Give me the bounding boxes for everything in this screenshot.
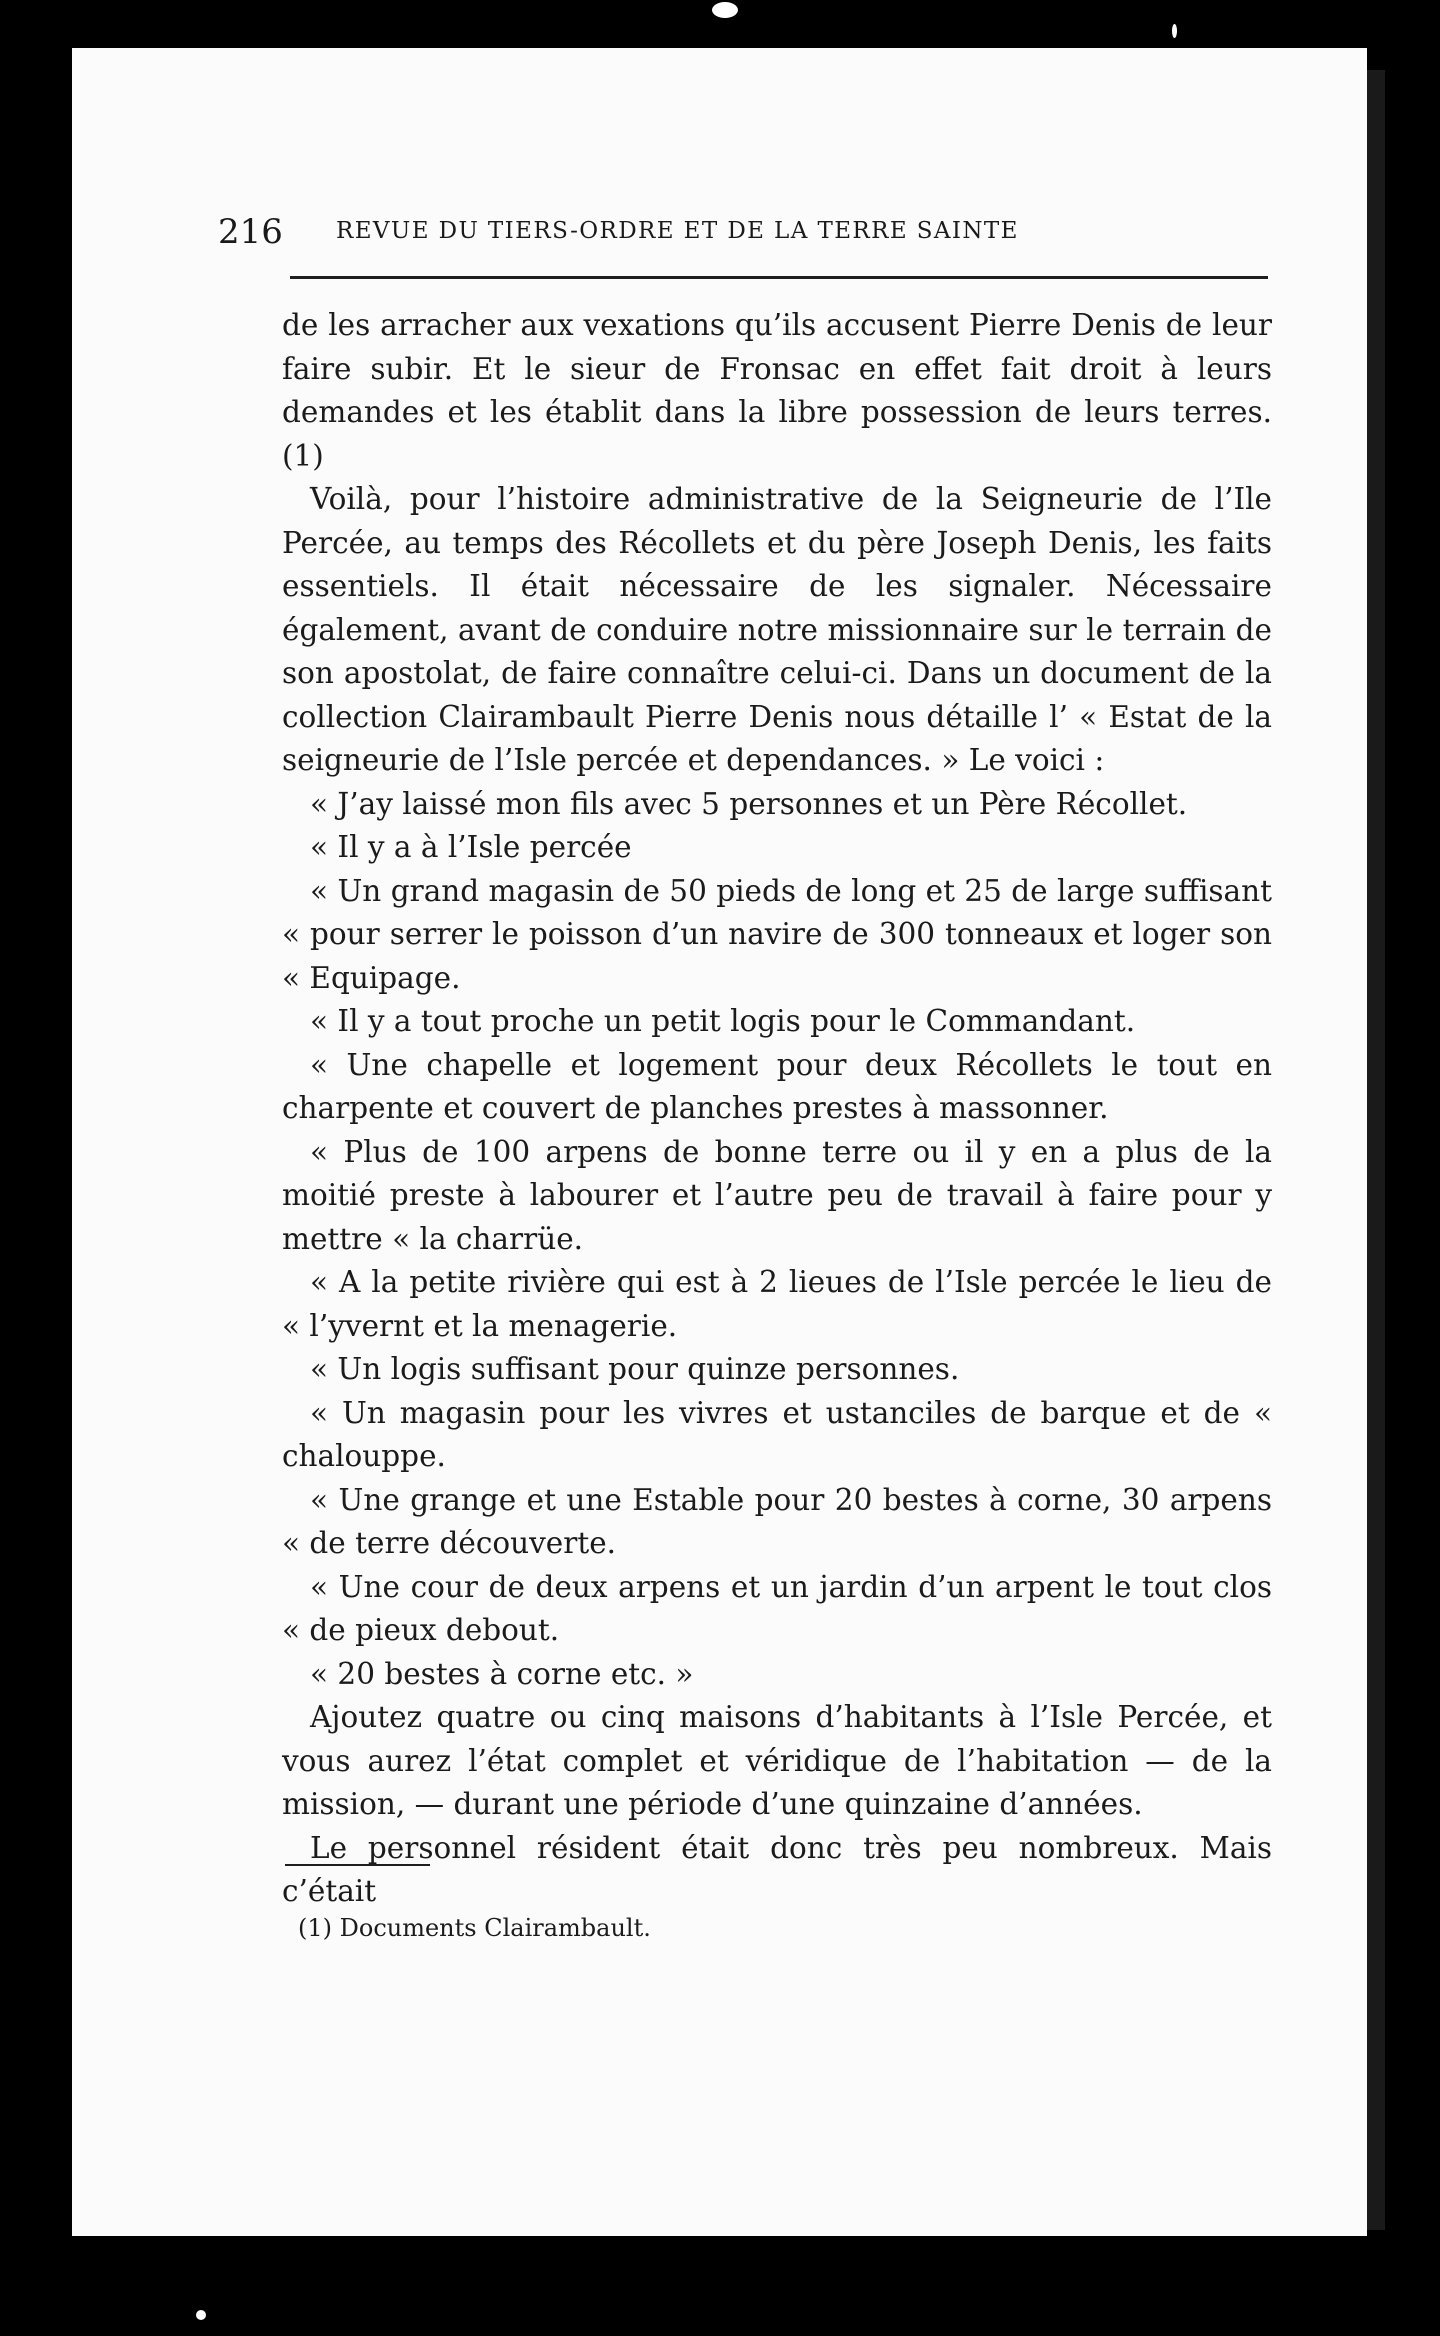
quote-line: « Il y a tout proche un petit logis pour le Commandant. [310,1004,1136,1038]
scan-speck [712,2,738,18]
quote-paragraph: « Une cour de deux arpens et un jardin d’un arpent le tout clos « de pieux debout. [282,1569,1272,1647]
paragraph: Le personnel résident était donc très peu nombreux. Mais c’était [282,1830,1272,1908]
quote-paragraph: « Une chapelle et logement pour deux Récollets le tout en charpente et couvert de planches prestes à massonner. [282,1047,1272,1125]
quote-line: « Il y a à l’Isle percée [310,830,632,864]
quote-paragraph: « Plus de 100 arpens de bonne terre ou il y en a plus de la moitié preste à labourer et l’autre peu de travail à faire pour y mettre « la charrüe. [282,1134,1272,1256]
quote-line: « Un logis suffisant pour quinze personnes. [310,1352,960,1386]
body-text [282,304,1272,1914]
quote-line: « 20 bestes à corne etc. » [310,1656,694,1691]
scan-speck [196,2310,206,2320]
header-rule [290,276,1268,279]
paragraph: Voilà, pour l’histoire administrative de la Seigneurie de l’Ile Percée, au temps des Récollets et du père Joseph Denis, les faits essentiels. Il était nécessaire de les signaler. Nécessaire également, avant de conduire notre missionnaire sur le terrain de son apostolat, de faire connaître celui-ci. Dans un document de la collection Clairambault Pierre Denis nous détaille l’ « Estat de la seigneurie de l’Isle percée et dependances. » Le voici : [282,482,1272,777]
footnote: (1) Documents Clairambault. [298,1914,651,1942]
quote-line: « J’ay laissé mon fils avec 5 personnes et un Père Récollet. [310,786,1188,821]
quote-paragraph: « Une grange et une Estable pour 20 bestes à corne, 30 arpens « de terre découverte. [282,1482,1272,1560]
quote-paragraph: « Un grand magasin de 50 pieds de long et 25 de large suffisant « pour serrer le poisson d’un navire de 300 tonneaux et loger son « Equipage. [282,873,1272,995]
running-title: REVUE DU TIERS-ORDRE ET DE LA TERRE SAINTE [336,218,1019,244]
scan-speck [1172,24,1177,38]
page-number: 216 [218,212,283,252]
footnote-rule [285,1864,430,1866]
paragraph: Ajoutez quatre ou cinq maisons d’habitants à l’Isle Percée, et vous aurez l’état complet et véridique de l’habitation — de la mission, — durant une période d’une quinzaine d’années. [282,1700,1272,1821]
quote-paragraph: « Un magasin pour les vivres et ustanciles de barque et de « chalouppe. [282,1395,1272,1473]
quote-paragraph: « A la petite rivière qui est à 2 lieues de l’Isle percée le lieu de « l’yvernt et la menagerie. [282,1265,1272,1343]
page-header [218,168,1148,252]
paragraph: de les arracher aux vexations qu’ils accusent Pierre Denis de leur faire subir. Et le sieur de Fronsac en effet fait droit à leurs demandes et les établit dans la libre possession de leurs terres. (1) [282,308,1272,473]
